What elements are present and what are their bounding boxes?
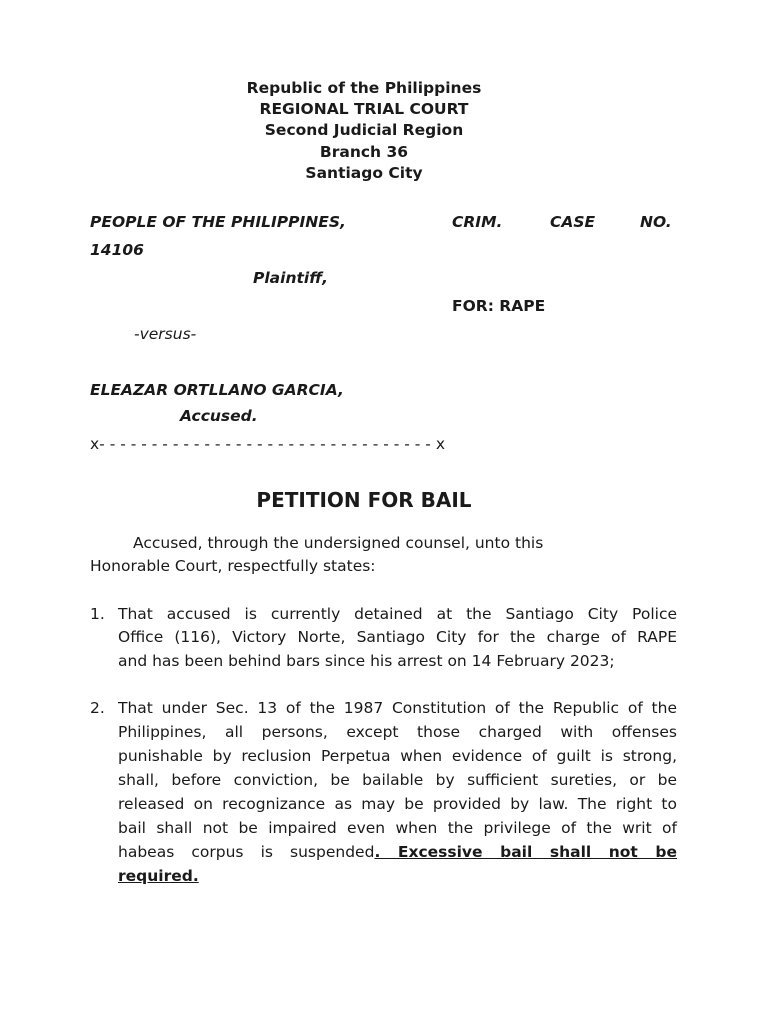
accused-name: ELEAZAR ORTLLANO GARCIA, [90, 381, 344, 399]
plaintiff-name: PEOPLE OF THE PHILIPPINES, [90, 213, 346, 231]
accused-role: Accused. [180, 407, 258, 425]
emphasized-text: required. [118, 867, 199, 885]
item-line: Office (116), Victory Norte, Santiago City for the charge of RAPE [118, 628, 677, 646]
item-line: punishable by reclusion Perpetua when evidence of guilt is strong, [118, 747, 677, 765]
caption-separator: x- - - - - - - - - - - - - - - - - - - - - - - - - - - - - - - - x [90, 435, 445, 453]
item-line: bail shall not be impaired even when the privilege of the writ of [118, 819, 677, 837]
header-line: REGIONAL TRIAL COURT [259, 100, 469, 118]
item-line: and has been behind bars since his arrest on 14 February 2023; [118, 652, 615, 670]
item-line [118, 842, 677, 862]
header-line: Second Judicial Region [264, 121, 464, 139]
item-line: That under Sec. 13 of the 1987 Constitution of the Republic of the [118, 699, 677, 717]
plaintiff-role: Plaintiff, [253, 269, 328, 287]
case-label: NO. [640, 213, 672, 231]
offense: FOR: RAPE [452, 297, 546, 315]
emphasized-text: . Excessive bail shall not be [374, 843, 678, 861]
case-label: CRIM. [452, 213, 503, 231]
header-line: Republic of the Philippines [246, 79, 482, 97]
item-line: Philippines, all persons, except those charged with offenses [118, 723, 677, 741]
item-number: 1. [90, 605, 105, 623]
item-line: shall, before conviction, be bailable by sufficient sureties, or be [118, 771, 677, 789]
case-number: 14106 [90, 241, 144, 259]
item-number: 2. [90, 699, 105, 717]
item-line: released on recognizance as may be provided by law. The right to [118, 795, 677, 813]
intro-line: Honorable Court, respectfully states: [90, 557, 376, 575]
header-line: Santiago City [305, 164, 423, 182]
versus: -versus- [134, 325, 197, 343]
intro-line: Accused, through the undersigned counsel, unto this [133, 534, 544, 552]
item-line [118, 866, 677, 886]
item-line: That accused is currently detained at the Santiago City Police [118, 605, 677, 623]
header-line: Branch 36 [319, 143, 409, 161]
item-text: habeas corpus is suspended [118, 843, 375, 861]
document-title: PETITION FOR BAIL [256, 488, 472, 512]
case-label: CASE [550, 213, 596, 231]
